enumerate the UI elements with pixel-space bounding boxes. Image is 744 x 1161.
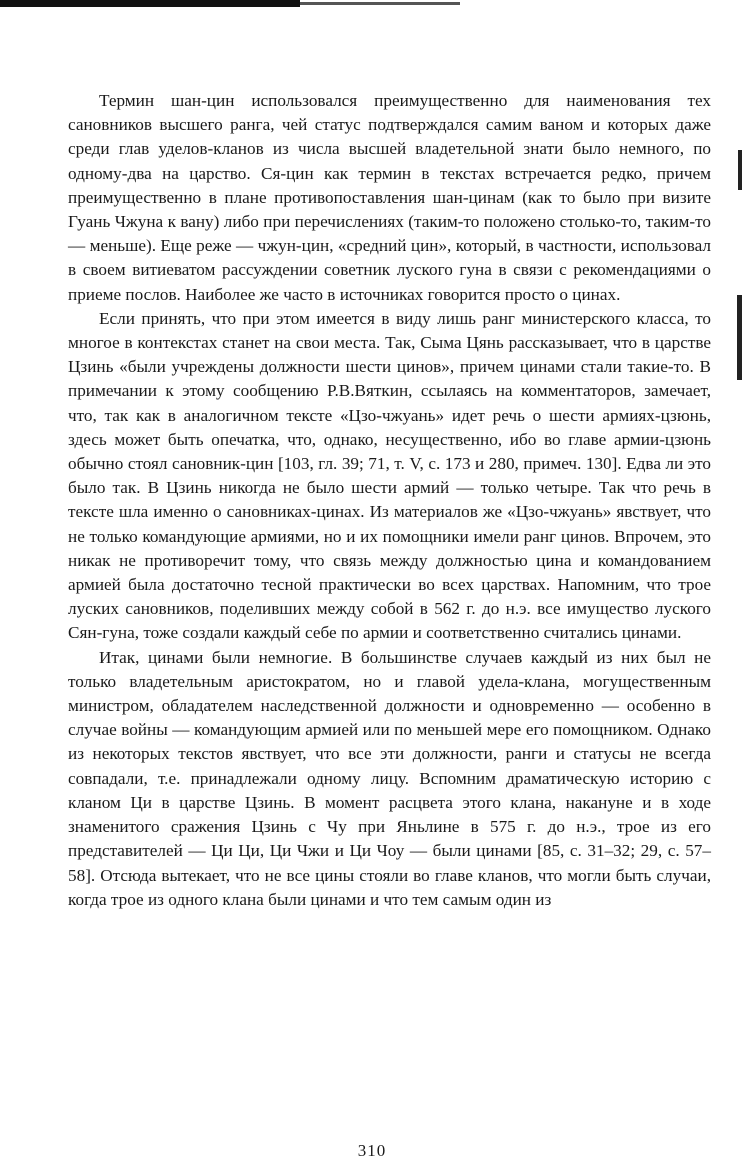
scan-edge-top-thin bbox=[300, 2, 460, 5]
scan-edge-right-mark bbox=[737, 295, 742, 380]
scan-edge-top bbox=[0, 0, 300, 7]
paragraph: Термин шан-цин использовался преимущественно для наименования тех сановников высшего ранга, чей статус подтверждался самим ваном и которых даже среди глав уделов-кланов из числа высшей владетельной знати было немного, по одному-два на царство. Ся-цин как термин в текстах встречается редко, причем преимущественно в плане противопоставления шан-цинам (как то было при визите Гуань Чжуна к вану) либо при перечислениях (таким-то положено столько-то, таким-то — меньше). Еще реже — чжун-цин, «средний цин», который, в частности, использовал в своем витиеватом рассуждении советник луского гуна в связи с рекомендациями о приеме послов. Наиболее же часто в источниках говорится просто о цинах. bbox=[68, 91, 711, 304]
paragraph: Если принять, что при этом имеется в виду лишь ранг министерского класса, то многое в контекстах станет на свои места. Так, Сыма Цянь рассказывает, что в царстве Цзинь «были учреждены должности шести цинов», причем цинами стали такие-то. В примечании к этому сообщению Р.В.Вяткин, ссылаясь на комментаторов, замечает, что, так как в аналогичном тексте «Цзо-чжуань» идет речь о шести армиях-цзюнь, здесь может быть опечатка, что, однако, несущественно, ибо во главе армии-цзюнь обычно стоял сановник-цин [103, гл. 39; 71, т. V, с. 173 и 280, примеч. 130]. Едва ли это было так. В Цзинь никогда не было шести армий — только четыре. Так что речь в тексте шла именно о сановниках-цинах. Из материалов же «Цзо-чжуань» явствует, что не только командующие армиями, но и их помощники имели ранг цинов. Впрочем, это никак не противоречит тому, что связь между должностью цина и командованием армией была достаточно тесной практически во всех царствах. Напомним, что трое луских сановников, поделивших между собой в 562 г. до н.э. все имущество луского Сян-гуна, тоже создали каждый себе по армии и соответственно считались цинами. bbox=[68, 308, 711, 643]
page-number: 310 bbox=[357, 1141, 387, 1160]
page-body bbox=[68, 89, 711, 912]
paragraph: Итак, цинами были немногие. В большинстве случаев каждый из них был не только владетельным аристократом, но и главой удела-клана, могущественным министром, обладателем наследственной должности и одновременно — особенно в случае войны — командующим армией или по меньшей мере его помощником. Однако из некоторых текстов явствует, что все эти должности, ранги и статусы не всегда совпадали, т.е. принадлежали одному лицу. Вспомним драматическую историю с кланом Ци в царстве Цзинь. В момент расцвета этого клана, накануне и в ходе знаменитого сражения Цзинь с Чу при Яньлине в 575 г. до н.э., трое из его представителей — Ци Ци, Ци Чжи и Ци Чоу — были цинами [85, с. 31–32; 29, с. 57–58]. Отсюда вытекает, что не все цины стояли во главе кланов, что могли быть случаи, когда трое из одного клана были цинами и что тем самым один из bbox=[68, 647, 711, 909]
scan-edge-right-mark bbox=[738, 150, 742, 190]
